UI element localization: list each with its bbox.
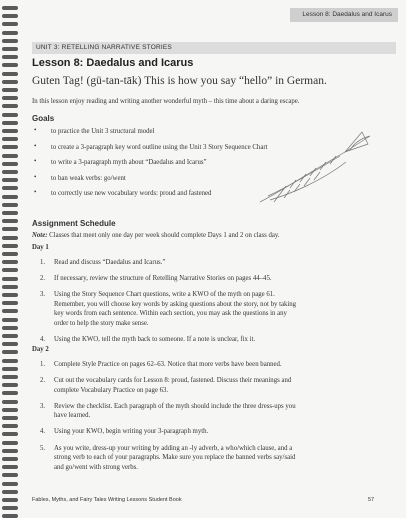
step-item: [32, 444, 374, 473]
binding-coil: [2, 309, 18, 313]
step-text: and go/went with strong verbs.: [54, 463, 139, 471]
binding-coil: [2, 113, 18, 117]
binding-coil: [2, 170, 18, 174]
binding-coil: [2, 211, 18, 215]
goals-heading: Goals: [32, 114, 55, 123]
step-item: [32, 360, 374, 370]
schedule-note: [32, 232, 280, 239]
binding-coil: [2, 391, 18, 395]
day2-steps: [32, 360, 374, 479]
lesson-title: Lesson 8: Daedalus and Icarus: [32, 57, 194, 69]
binding-coil: [2, 260, 18, 264]
day2-heading: Day 2: [32, 346, 49, 353]
step-item: [32, 274, 374, 284]
step-text: If necessary, review the structure of Retelling Narrative Stories on pages 44–45.: [54, 275, 272, 283]
step-number: 2.: [40, 275, 46, 283]
binding-coil: [2, 145, 18, 149]
step-item: [32, 376, 374, 395]
binding-coil: [2, 14, 18, 18]
step-text: Complete Style Practice on pages 62–63. Notice that more verbs have been banned.: [54, 361, 282, 368]
binding-coil: [2, 326, 18, 330]
step-text: strong verb to each of your paragraphs. Make sure you replace the banned verbs say/said: [54, 454, 296, 462]
binding-coil: [2, 39, 18, 43]
page-number: 57: [368, 497, 375, 503]
binding-coil: [2, 244, 18, 248]
binding-coil: [2, 47, 18, 51]
note-text: Classes that meet only one day per week should complete Days 1 and 2 on class day.: [47, 232, 280, 239]
binding-coil: [2, 367, 18, 371]
binding-coil: [2, 432, 18, 436]
footer-book-title: Fables, Myths, and Fairy Tales Writing Lessons Student Book: [32, 497, 182, 503]
step-text: complete Vocabulary Practice on page 63.: [54, 386, 169, 394]
goal-item: • to practice the Unit 3 structural model: [32, 128, 268, 144]
binding-coil: [2, 55, 18, 59]
step-number: 1.: [40, 361, 46, 368]
binding-coil: [2, 416, 18, 420]
intro-paragraph: In this lesson enjoy reading and writing another wonderful myth – this time about a daring escape.: [32, 98, 300, 105]
binding-coil: [2, 72, 18, 76]
binding-coil: [2, 195, 18, 199]
binding-coil: [2, 285, 18, 289]
goal-item: • to ban weak verbs: go/went: [32, 175, 268, 191]
step-text: have learned.: [54, 412, 91, 420]
step-item: [32, 258, 374, 268]
step-text: Remember, you will choose key words by asking questions about the story, not by taking: [54, 300, 297, 308]
binding-coil: [2, 252, 18, 256]
binding-coil: [2, 408, 18, 412]
binding-coil: [2, 203, 18, 207]
binding-coil: [2, 96, 18, 100]
binding-coil: [2, 318, 18, 322]
binding-coil: [2, 400, 18, 404]
binding-coil: [2, 277, 18, 281]
binding-coil: [2, 449, 18, 453]
spiral-binding: [0, 0, 20, 518]
step-text: Read and discuss “Daedalus and Icarus.”: [54, 259, 166, 266]
binding-coil: [2, 457, 18, 461]
step-text: Review the checklist. Each paragraph of the myth should include the three dress-ups you: [54, 402, 296, 410]
goal-item: • to write a 3-paragraph myth about “Daedalus and Icarus”: [32, 159, 268, 175]
binding-coil: [2, 342, 18, 346]
step-item: [32, 290, 374, 328]
binding-coil: [2, 383, 18, 387]
step-item: [32, 335, 374, 345]
binding-coil: [2, 31, 18, 35]
greeting-line: Guten Tag! (gü-tan-tāk) This is how you say “hello” in German.: [32, 75, 327, 87]
goal-item: • to create a 3-paragraph key word outline using the Unit 3 Story Sequence Chart: [32, 144, 268, 160]
step-text: As you write, dress-up your writing by adding an -ly adverb, a who/which clause, and a: [54, 444, 293, 452]
goals-list: [32, 128, 268, 206]
binding-coil: [2, 6, 18, 10]
note-label: Note:: [32, 232, 48, 239]
binding-coil: [2, 104, 18, 108]
step-text: Using the KWO, tell the myth back to someone. If a note is unclear, fix it.: [54, 336, 256, 344]
binding-coil: [2, 301, 18, 305]
unit-banner: UNIT 3: RETELLING NARRATIVE STORIES: [32, 42, 396, 54]
step-text: key words from each sentence. Within each section, you may ask the questions in any: [54, 310, 287, 318]
binding-coil: [2, 227, 18, 231]
goal-item: • to correctly use new vocabulary words: proud and fastened: [32, 190, 268, 206]
binding-coil: [2, 186, 18, 190]
step-number: 2.: [40, 377, 46, 385]
binding-coil: [2, 137, 18, 141]
step-text: Using your KWO, begin writing your 3-paragraph myth.: [54, 428, 209, 436]
binding-coil: [2, 465, 18, 469]
binding-coil: [2, 350, 18, 354]
binding-coil: [2, 178, 18, 182]
binding-coil: [2, 219, 18, 223]
binding-coil: [2, 473, 18, 477]
binding-coil: [2, 375, 18, 379]
binding-coil: [2, 129, 18, 133]
day1-steps: [32, 258, 374, 351]
binding-coil: [2, 514, 18, 518]
binding-coil: [2, 293, 18, 297]
binding-coil: [2, 236, 18, 240]
binding-coil: [2, 498, 18, 502]
binding-coil: [2, 154, 18, 158]
step-text: order to help the story make sense.: [54, 319, 149, 327]
binding-coil: [2, 359, 18, 363]
binding-coil: [2, 121, 18, 125]
step-number: 4.: [40, 336, 46, 344]
step-item: [32, 427, 374, 437]
step-number: 1.: [40, 259, 46, 266]
binding-coil: [2, 80, 18, 84]
binding-coil: [2, 482, 18, 486]
binding-coil: [2, 162, 18, 166]
binding-coil: [2, 334, 18, 338]
binding-coil: [2, 506, 18, 510]
binding-coil: [2, 490, 18, 494]
step-number: 5.: [40, 444, 46, 452]
binding-coil: [2, 268, 18, 272]
day1-heading: Day 1: [32, 244, 49, 251]
step-text: Using the Story Sequence Chart questions, write a KWO of the myth on page 61.: [54, 291, 275, 299]
bird-illustration: [250, 122, 390, 210]
step-number: 3.: [40, 291, 46, 299]
running-header: Lesson 8: Daedalus and Icarus: [290, 8, 398, 22]
assignment-heading: Assignment Schedule: [32, 219, 116, 228]
step-text: Cut out the vocabulary cards for Lesson 8: proud, fastened. Discuss their meanings and: [54, 377, 292, 385]
binding-coil: [2, 441, 18, 445]
binding-coil: [2, 88, 18, 92]
step-number: 3.: [40, 402, 46, 410]
binding-coil: [2, 424, 18, 428]
binding-coil: [2, 63, 18, 67]
step-item: [32, 402, 374, 421]
step-number: 4.: [40, 428, 46, 436]
binding-coil: [2, 22, 18, 26]
